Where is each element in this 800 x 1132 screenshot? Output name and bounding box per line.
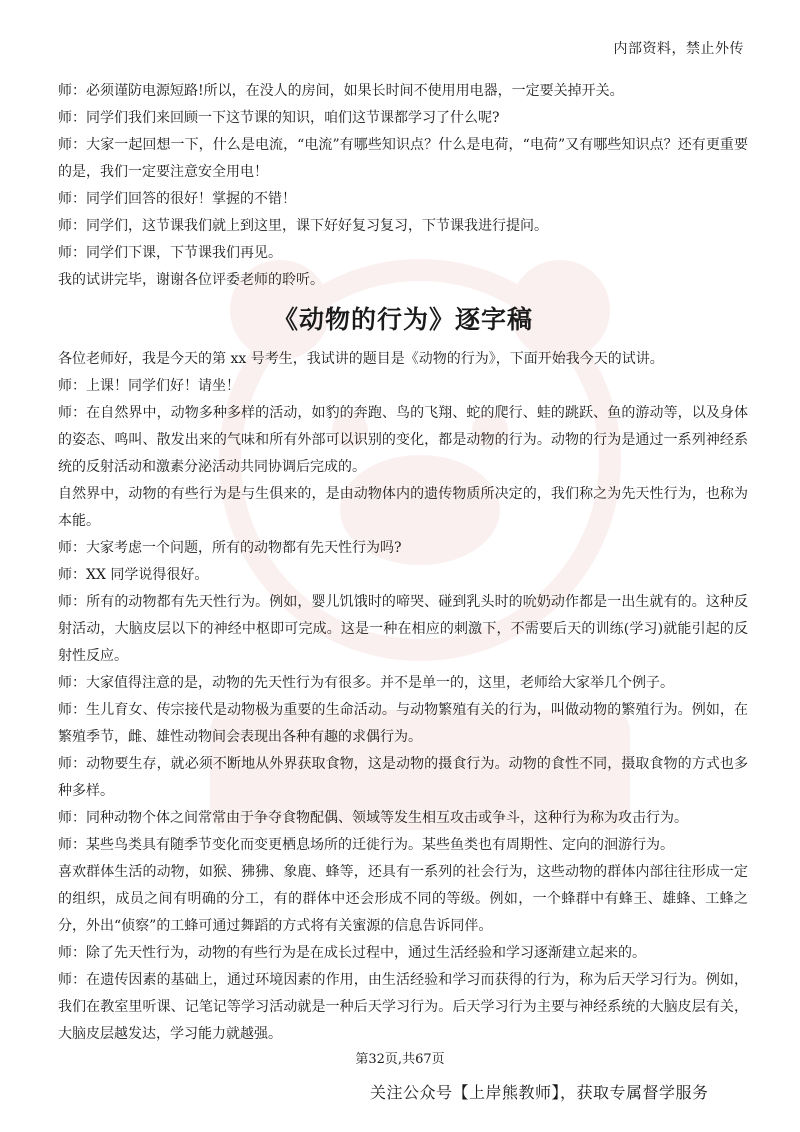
footer-promo: 关注公众号【上岸熊教师】，获取专属督学服务 <box>370 1083 709 1102</box>
document-body <box>58 78 748 1048</box>
section-title: 《动物的行为》逐字稿 <box>272 305 533 334</box>
paragraph: 师：所有的动物都有先天性行为。例如，婴儿饥饿时的啼哭、碰到乳头时的吮奶动作都是一出生就有的。这种反射活动，大脑皮层以下的神经中枢即可完成。这是一种在相应的刺激下，不需要后天的训练(学习)就能引起的反射性反应。 <box>58 594 748 664</box>
paragraph: 我的试讲完毕，谢谢各位评委老师的聆听。 <box>58 272 324 288</box>
paragraph: 师：动物要生存，就必须不断地从外界获取食物，这是动物的摄食行为。动物的食性不同，摄取食物的方式也多种多样。 <box>58 756 748 799</box>
paragraph: 师：同学们，这节课我们就上到这里，课下好好复习复习，下节课我进行提问。 <box>58 218 548 234</box>
page-number: 第32页,共67页 <box>355 1052 445 1067</box>
paragraph: 师：某些鸟类具有随季节变化而变更栖息场所的迁徙行为。某些鱼类也有周期性、定向的洄游行为。 <box>58 837 674 853</box>
paragraph: 师：XX 同学说得很好。 <box>58 567 209 583</box>
paragraph: 师：大家一起回想一下，什么是电流，“电流”有哪些知识点？什么是电荷，“电荷”又有哪些知识点？还有更重要的是，我们一定要注意安全用电！ <box>58 137 748 180</box>
paragraph: 师：同学们我们来回顾一下这节课的知识，咱们这节课都学习了什么呢? <box>58 110 500 126</box>
paragraph: 师：同学们回答的很好！掌握的不错！ <box>58 191 296 207</box>
paragraph: 各位老师好，我是今天的第 xx 号考生，我试讲的题目是《动物的行为》，下面开始我今天的试讲。 <box>58 351 664 367</box>
paragraph: 师：除了先天性行为，动物的有些行为是在成长过程中，通过生活经验和学习逐渐建立起来的。 <box>58 945 646 961</box>
paragraph: 师：在遗传因素的基础上，通过环境因素的作用，由生活经验和学习而获得的行为，称为后天学习行为。例如，我们在教室里听课、记笔记等学习活动就是一种后天学习行为。后天学习行为主要与神经系统的大脑皮层有关，大脑皮层越发达，学习能力就越强。 <box>58 972 748 1042</box>
confidential-note: 内部资料，禁止外传 <box>613 41 744 57</box>
paragraph: 师：同学们下课，下节课我们再见。 <box>58 245 282 261</box>
paragraph: 师：上课！同学们好！请坐！ <box>58 378 240 394</box>
paragraph: 喜欢群体生活的动物，如猴、狒狒、象鹿、蜂等，还具有一系列的社会行为，这些动物的群体内部往往形成一定的组织，成员之间有明确的分工，有的群体中还会形成不同的等级。例如，一个蜂群中有蜂王、雄蜂、工蜂之分，外出“侦察”的工蜂可通过舞蹈的方式将有关蜜源的信息告诉同伴。 <box>58 864 748 934</box>
paragraph: 师：同种动物个体之间常常由于争夺食物配偶、领域等发生相互攻击或争斗，这种行为称为攻击行为。 <box>58 810 688 826</box>
paragraph: 师：大家考虑一个问题，所有的动物都有先天性行为吗? <box>58 540 402 556</box>
paragraph: 自然界中，动物的有些行为是与生俱来的，是由动物体内的遗传物质所决定的，我们称之为先天性行为，也称为本能。 <box>58 486 748 529</box>
paragraph: 师：必须谨防电源短路!所以，在没人的房间，如果长时间不使用用电器，一定要关掉开关。 <box>58 83 624 99</box>
paragraph: 师：大家值得注意的是，动物的先天性行为有很多。并不是单一的，这里，老师给大家举几个例子。 <box>58 675 674 691</box>
paragraph: 师：生儿育女、传宗接代是动物极为重要的生命活动。与动物繁殖有关的行为，叫做动物的繁殖行为。例如，在繁殖季节，雌、雄性动物间会表现出各种有趣的求偶行为。 <box>58 702 748 745</box>
paragraph: 师：在自然界中，动物多种多样的活动，如豹的奔跑、鸟的飞翔、蛇的爬行、蛙的跳跃、鱼的游动等，以及身体的姿态、鸣叫、散发出来的气味和所有外部可以识别的变化，都是动物的行为。动物的行为是通过一系列神经系统的反射活动和激素分泌活动共同协调后完成的。 <box>58 405 748 475</box>
